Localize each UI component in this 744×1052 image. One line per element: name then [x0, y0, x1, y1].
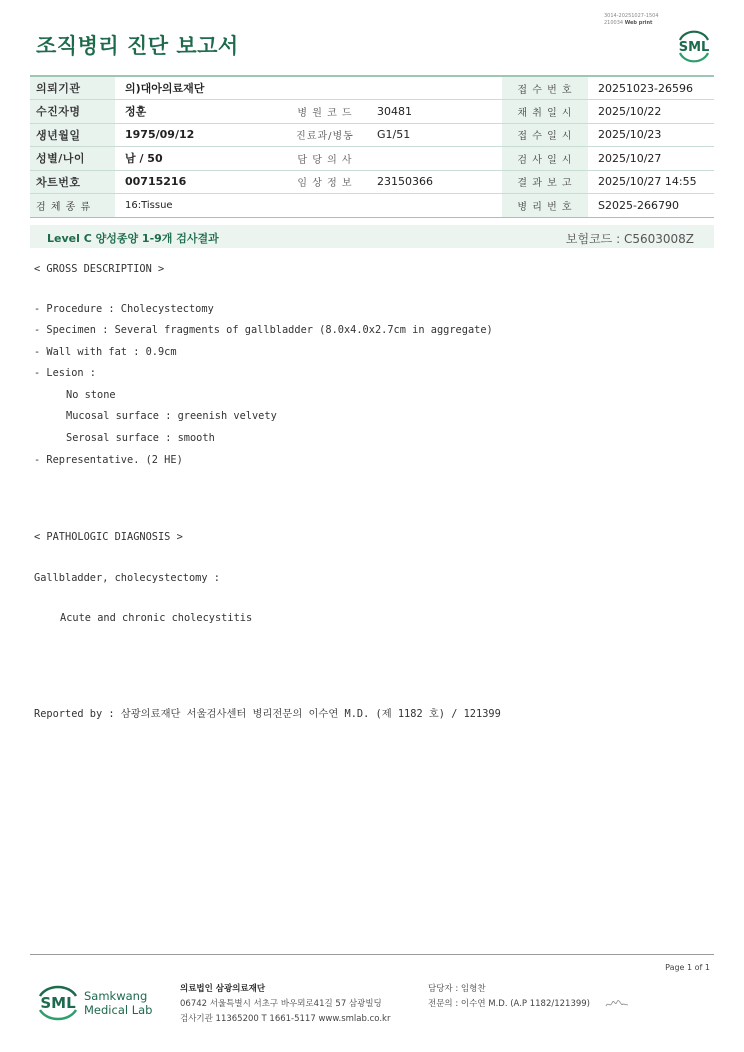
print-code-number: 210034 — [604, 20, 624, 26]
value-chart-number: 00715216 — [115, 170, 283, 194]
staff-manager: 담당자 : 임형찬 — [428, 984, 486, 994]
samkwang-logo-sml: SML — [40, 994, 76, 1012]
gross-specimen: - Specimen : Several fragments of gallbladder (8.0x4.0x2.7cm in aggregate) — [34, 324, 493, 336]
label-clinical-info: 임 상 정 보 — [283, 170, 367, 194]
footer-staff — [428, 982, 629, 1012]
staff-specialist: 전문의 : 이수연 M.D. (A.P 1182/121399) — [428, 999, 590, 1009]
gross-lesion: - Lesion : — [34, 367, 96, 379]
print-code-line1: 3014-20251027-1504 — [604, 13, 659, 19]
footer-organization — [180, 982, 390, 1027]
value-attending-physician — [367, 147, 502, 171]
info-row — [30, 100, 714, 124]
gross-lesion-mucosal: Mucosal surface : greenish velvety — [66, 410, 277, 422]
info-row — [30, 76, 714, 100]
value-requesting-institution: 의)대아의료재단 — [115, 76, 502, 100]
value-sex-age: 남 / 50 — [115, 147, 283, 171]
value-collection-date: 2025/10/22 — [588, 100, 714, 124]
info-row — [30, 123, 714, 147]
samkwang-logo-line2: Medical Lab — [84, 1003, 153, 1017]
organization-name: 의료법인 삼광의료재단 — [180, 984, 266, 994]
insurance-code: 보험코드 : C5603008Z — [565, 232, 694, 246]
label-receipt-date: 접 수 일 시 — [502, 123, 588, 147]
value-test-date: 2025/10/27 — [588, 147, 714, 171]
print-code-label: Web print — [624, 20, 653, 26]
value-result-report: 2025/10/27 14:55 — [588, 170, 714, 194]
gross-lesion-serosal: Serosal surface : smooth — [66, 432, 215, 444]
label-attending-physician: 담 당 의 사 — [283, 147, 367, 171]
label-birth-date: 생년월일 — [30, 123, 115, 147]
test-level-bar — [30, 225, 714, 248]
organization-address: 06742 서울특별시 서초구 바우뫼로41길 57 삼광빌딩 — [180, 999, 382, 1009]
info-row — [30, 147, 714, 171]
label-collection-date: 채 취 일 시 — [502, 100, 588, 124]
label-test-date: 검 사 일 시 — [502, 147, 588, 171]
footer-divider — [30, 954, 714, 955]
label-department-ward: 진료과/병동 — [283, 123, 367, 147]
reported-by: Reported by : 삼광의료재단 서울검사센터 병리전문의 이수연 M.D. (제 1182 호) / 121399 — [34, 708, 501, 720]
value-patient-name: 정훈 — [115, 100, 283, 124]
label-accession-number: 접 수 번 호 — [502, 76, 588, 100]
samkwang-logo — [36, 979, 156, 1025]
info-row — [30, 170, 714, 194]
label-specimen-type: 검 체 종 류 — [30, 194, 115, 218]
gross-procedure: - Procedure : Cholecystectomy — [34, 303, 214, 315]
diagnosis-result: Acute and chronic cholecystitis — [60, 612, 253, 624]
page-title: 조직병리 진단 보고서 — [36, 34, 239, 58]
value-specimen-type: 16:Tissue — [115, 194, 502, 218]
value-hospital-code: 30481 — [367, 100, 502, 124]
gross-lesion-stone: No stone — [66, 389, 116, 401]
label-pathology-number: 병 리 번 호 — [502, 194, 588, 218]
label-chart-number: 차트번호 — [30, 170, 115, 194]
label-hospital-code: 병 원 코 드 — [283, 100, 367, 124]
value-birth-date: 1975/09/12 — [115, 123, 283, 147]
label-patient-name: 수진자명 — [30, 100, 115, 124]
staff-specialist-row — [428, 997, 629, 1012]
signature-icon — [605, 999, 629, 1009]
label-result-report: 결 과 보 고 — [502, 170, 588, 194]
sml-logo-text: SML — [678, 40, 710, 55]
value-accession-number: 20251023-26596 — [588, 76, 714, 100]
label-requesting-institution: 의뢰기관 — [30, 76, 115, 100]
sml-logo-mark — [674, 26, 714, 64]
patient-info-table — [30, 75, 714, 218]
info-row — [30, 194, 714, 218]
label-sex-age: 성별/나이 — [30, 147, 115, 171]
value-clinical-info: 23150366 — [367, 170, 502, 194]
gross-description-header: < GROSS DESCRIPTION > — [34, 263, 165, 275]
value-department-ward: G1/51 — [367, 123, 502, 147]
gross-wall: - Wall with fat : 0.9cm — [34, 346, 177, 358]
print-code-line2 — [604, 20, 659, 27]
pathologic-diagnosis-header: < PATHOLOGIC DIAGNOSIS > — [34, 531, 183, 543]
diagnosis-site: Gallbladder, cholecystectomy : — [34, 572, 220, 584]
samkwang-logo-mark — [36, 979, 156, 1025]
test-level-label: Level C 양성종양 1-9개 검사결과 — [47, 232, 219, 245]
value-receipt-date: 2025/10/23 — [588, 123, 714, 147]
samkwang-logo-line1: Samkwang — [84, 989, 148, 1003]
gross-representative: - Representative. (2 HE) — [34, 454, 183, 466]
value-pathology-number: S2025-266790 — [588, 194, 714, 218]
print-code — [604, 13, 659, 27]
organization-contact: 검사기관 11365200 T 1661-5117 www.smlab.co.kr — [180, 1014, 391, 1024]
sml-logo — [674, 26, 714, 64]
page-number: Page 1 of 1 — [665, 963, 710, 972]
